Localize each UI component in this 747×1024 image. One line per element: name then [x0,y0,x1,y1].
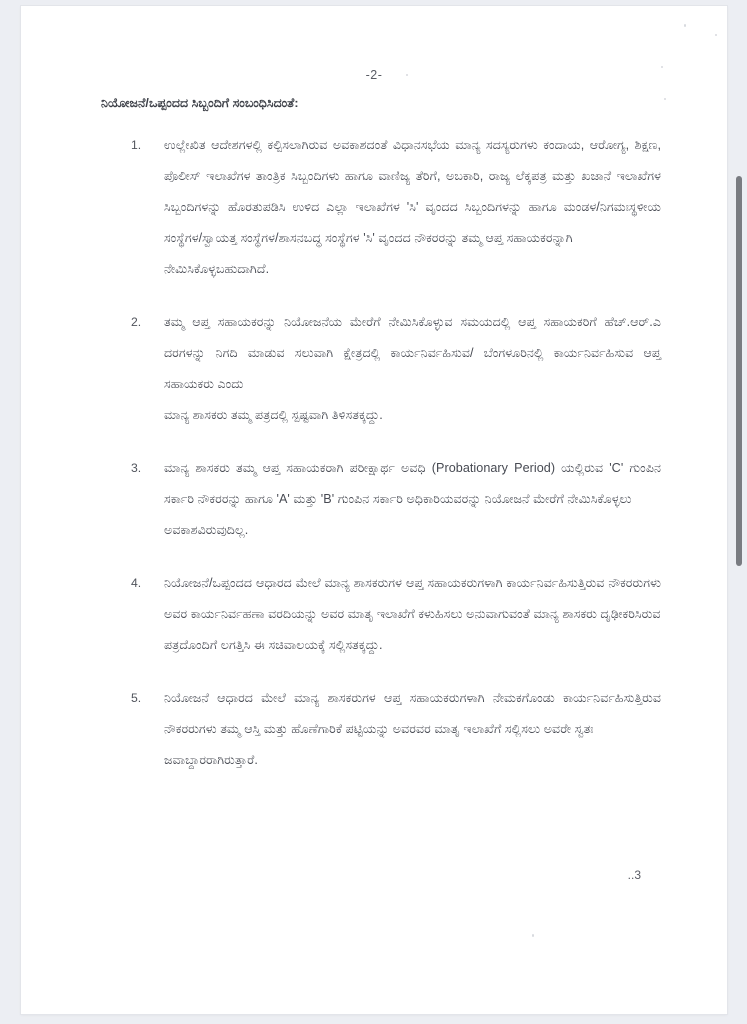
clause-body [164,683,661,776]
clause-item [131,130,661,285]
clause-last-line: ಮಾನ್ಯ ಶಾಸಕರು ತಮ್ಮ ಪತ್ರದಲ್ಲಿ ಸ್ಪಷ್ಟವಾಗಿ ತಿಳಿಸತಕ್ಕದ್ದು. [164,408,383,422]
clause-number: 5. [131,691,142,705]
clause-paragraph: ಮಾನ್ಯ ಶಾಸಕರು ತಮ್ಮ ಆಪ್ತ ಸಹಾಯಕರಾಗಿ ಪರೀಕ್ಷಾರ್ಥ ಅವಧಿ (Probationary Period) ಯಲ್ಲಿರುವ 'C' ಗುಂಪಿನ ಸರ್ಕಾರಿ ನೌಕರರನ್ನು ಹಾಗೂ 'A' ಮತ್ತು 'B' ಗುಂಪಿನ ಸರ್ಕಾರಿ ಅಧಿಕಾರಿಯವರನ್ನು ನಿಯೋಜನೆ ಮೇರೆಗೆ ನೇಮಿಸಿಕೊಳ್ಳಲು [164,461,661,506]
clause-last-line: ಅವಕಾಶವಿರುವುದಿಲ್ಲ. [164,523,249,537]
clause-last-line: ಪತ್ರದೊಂದಿಗೆ ಲಗತ್ತಿಸಿ ಈ ಸಚಿವಾಲಯಕ್ಕೆ ಸಲ್ಲಿಸತಕ್ಕದ್ದು. [164,638,383,652]
clause-item [131,683,661,776]
clause-paragraph: ತಮ್ಮ ಆಪ್ತ ಸಹಾಯಕರನ್ನು ನಿಯೋಜನೆಯ ಮೇರೆಗೆ ನೇಮಿಸಿಕೊಳ್ಳುವ ಸಮಯದಲ್ಲಿ ಆಪ್ತ ಸಹಾಯಕರಿಗೆ ಹೆಚ್.ಆರ್.ಎ ದರಗಳನ್ನು ನಿಗದಿ ಮಾಡುವ ಸಲುವಾಗಿ ಕ್ಷೇತ್ರದಲ್ಲಿ ಕಾರ್ಯನಿರ್ವಹಿಸುವ/ ಬೆಂಗಳೂರಿನಲ್ಲಿ ಕಾರ್ಯನಿರ್ವಹಿಸುವ ಆಪ್ತ ಸಹಾಯಕರು ಎಂದು [164,315,661,391]
clause-paragraph: ನಿಯೋಜನೆ/ಒಪ್ಪಂದದ ಆಧಾರದ ಮೇಲೆ ಮಾನ್ಯ ಶಾಸಕರುಗಳ ಆಪ್ತ ಸಹಾಯಕರುಗಳಾಗಿ ಕಾರ್ಯನಿರ್ವಹಿಸುತ್ತಿರುವ ನೌಕರರುಗಳು ಅವರ ಕಾರ್ಯನಿರ್ವಹಣಾ ವರದಿಯನ್ನು ಅವರ ಮಾತೃ ಇಲಾಖೆಗೆ ಕಳುಹಿಸಲು ಅನುವಾಗುವಂತೆ ಮಾನ್ಯ ಶಾಸಕರು ದೃಢೀಕರಿಸಿರುವ [164,576,661,621]
clause-paragraph: ಉಲ್ಲೇಖಿತ ಆದೇಶಗಳಲ್ಲಿ ಕಲ್ಪಿಸಲಾಗಿರುವ ಅವಕಾಶದಂತೆ ವಿಧಾನಸಭೆಯ ಮಾನ್ಯ ಸದಸ್ಯರುಗಳು ಕಂದಾಯ, ಆರೋಗ್ಯ, ಶಿಕ್ಷಣ, ಪೊಲೀಸ್ ಇಲಾಖೆಗಳ ತಾಂತ್ರಿಕ ಸಿಬ್ಬಂದಿಗಳು ಹಾಗೂ ವಾಣಿಜ್ಯ ತೆರಿಗೆ, ಅಬಕಾರಿ, ರಾಜ್ಯ ಲೆಕ್ಕಪತ್ರ ಮತ್ತು ಖಜಾನೆ ಇಲಾಖೆಗಳ ಸಿಬ್ಬಂದಿಗಳನ್ನು ಹೊರತುಪಡಿಸಿ ಉಳಿದ ಎಲ್ಲಾ ಇಲಾಖೆಗಳ 'ಸಿ' ವೃಂದದ ಸಿಬ್ಬಂದಿಗಳನ್ನು ಹಾಗೂ ಮಂಡಳ/ನಿಗಮಃಸ್ಥಳೀಯ ಸಂಸ್ಥೆಗಳ/ಸ್ವಾಯತ್ತ ಸಂಸ್ಥೆಗಳ/ಶಾಸನಬದ್ಧ ಸಂಸ್ಥೆಗಳ 'ಸಿ' ವೃಂದದ ನೌಕರರನ್ನು ತಮ್ಮ ಆಪ್ತ ಸಹಾಯಕರನ್ನಾಗಿ [164,138,661,245]
vertical-scrollbar-track[interactable] [733,0,745,1024]
clause-body [164,130,661,285]
page-number-marker: -2- [365,68,383,82]
clause-number: 2. [131,315,142,329]
clause-body [164,453,661,546]
clause-item [131,307,661,431]
scanned-page-sheet [21,6,727,1014]
clause-item [131,568,661,661]
section-heading: ನಿಯೋಜನೆ/ಒಪ್ಪಂದದ ಸಿಬ್ಬಂದಿಗೆ ಸಂಬಂಧಿಸಿದಂತೆ: [101,96,299,110]
clause-paragraph: ನಿಯೋಜನೆ ಆಧಾರದ ಮೇಲೆ ಮಾನ್ಯ ಶಾಸಕರುಗಳ ಆಪ್ತ ಸಹಾಯಕರುಗಳಾಗಿ ನೇಮಕಗೊಂಡು ಕಾರ್ಯನಿರ್ವಹಿಸುತ್ತಿರುವ ನೌಕರರುಗಳು ತಮ್ಮ ಆಸ್ತಿ ಮತ್ತು ಹೊಣೆಗಾರಿಕೆ ಪಟ್ಟಿಯನ್ನು ಅವರವರ ಮಾತೃ ಇಲಾಖೆಗೆ ಸಲ್ಲಿಸಲು ಅವರೇ ಸ್ವತಃ [164,691,661,736]
clause-item [131,453,661,546]
clause-list [131,130,661,798]
vertical-scrollbar-thumb[interactable] [736,176,742,566]
clause-number: 3. [131,461,142,475]
page-continuation-marker: ..3 [627,868,641,882]
clause-body [164,568,661,661]
clause-number: 1. [131,138,142,152]
clause-last-line: ಜವಾಬ್ದಾರರಾಗಿರುತ್ತಾರೆ. [164,753,258,767]
clause-last-line: ನೇಮಿಸಿಕೊಳ್ಳಬಹುದಾಗಿದೆ. [164,262,270,276]
clause-number: 4. [131,576,142,590]
clause-body [164,307,661,431]
document-content [21,6,727,1014]
